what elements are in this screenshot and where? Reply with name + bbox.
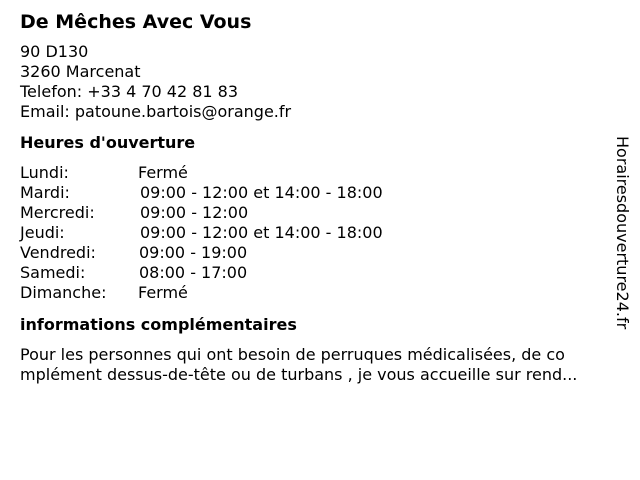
hours-value: 08:00 - 17:00 — [139, 263, 248, 282]
day-label: Lundi: — [20, 163, 69, 182]
hours-value: Fermé — [138, 283, 188, 302]
day-label: Jeudi: — [20, 223, 65, 242]
hours-row-sunday — [20, 283, 610, 303]
day-label: Vendredi: — [20, 243, 96, 262]
hours-value: 09:00 - 19:00 — [139, 243, 248, 262]
hours-value: 09:00 - 12:00 et 14:00 - 18:00 — [140, 223, 383, 242]
email-address[interactable]: Email: patoune.bartois@orange.fr — [20, 102, 292, 121]
day-label: Mardi: — [20, 183, 70, 202]
additional-info-heading: informations complémentaires — [20, 315, 297, 334]
business-name: De Mêches Avec Vous — [20, 11, 252, 33]
additional-info-line-1: Pour les personnes qui ont besoin de perruques médicalisées, de co — [20, 345, 565, 364]
hours-row-friday — [20, 243, 610, 263]
hours-value: 09:00 - 12:00 — [140, 203, 249, 222]
opening-hours-list — [20, 163, 610, 303]
day-label: Dimanche: — [20, 283, 107, 302]
hours-value: Fermé — [138, 163, 188, 182]
opening-hours-heading: Heures d'ouverture — [20, 133, 196, 152]
hours-value: 09:00 - 12:00 et 14:00 - 18:00 — [140, 183, 383, 202]
day-label: Mercredi: — [20, 203, 95, 222]
address-line-city: 3260 Marcenat — [20, 62, 141, 81]
day-label: Samedi: — [20, 263, 86, 282]
site-brand-label: Horairesdouverture24.fr — [613, 136, 632, 330]
hours-row-tuesday — [20, 183, 610, 203]
phone-number[interactable]: Telefon: +33 4 70 42 81 83 — [20, 82, 239, 101]
hours-row-monday — [20, 163, 610, 183]
business-card — [20, 10, 610, 385]
additional-info-line-2: mplément dessus-de-tête ou de turbans , je vous accueille sur rend... — [20, 365, 578, 384]
hours-row-thursday — [20, 223, 610, 243]
hours-row-saturday — [20, 263, 610, 283]
hours-row-wednesday — [20, 203, 610, 223]
address-line-street: 90 D130 — [20, 42, 89, 61]
